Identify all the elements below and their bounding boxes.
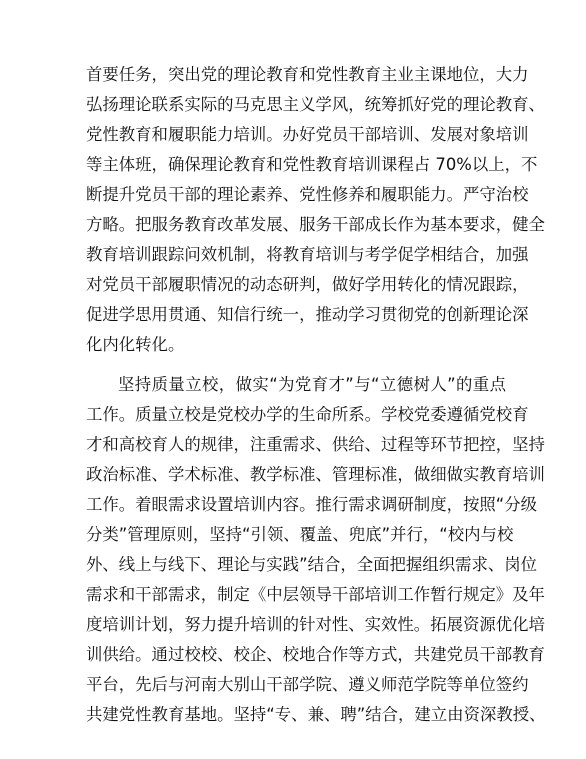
text-line: 外、线上与线下、理论与实践”结合，全面把握组织需求、岗位 xyxy=(86,555,538,574)
text-line: 共建党性教育基地。坚持“专、兼、聘”结合，建立由资深教授、 xyxy=(86,705,546,724)
text-line: 党性教育和履职能力培训。办好党员干部培训、发展对象培训 xyxy=(86,125,529,144)
text-line: 工作。着眼需求设置培训内容。推行需求调研制度，按照“分级 xyxy=(86,495,538,514)
text-line: 教育培训跟踪问效机制，将教育培训与考学促学相结合，加强 xyxy=(86,245,529,264)
text-line: 化内化转化。 xyxy=(86,335,185,354)
text-line: 需求和干部需求，制定《中层领导干部培训工作暂行规定》及年 xyxy=(86,585,545,604)
text-line: 促进学思用贯通、知信行统一，推动学习贯彻党的创新理论深 xyxy=(86,305,529,324)
text-line: 分类”管理原则，坚持“引领、覆盖、兜底”并行，“校内与校 xyxy=(86,525,514,544)
text-line: 首要任务，突出党的理论教育和党性教育主业主课地位，大力 xyxy=(86,65,529,84)
text-line: 训供给。通过校校、校企、校地合作等方式，共建党员干部教育 xyxy=(86,645,545,664)
text-line: 才和高校育人的规律，注重需求、供给、过程等环节把控，坚持 xyxy=(86,435,545,454)
text-line: 政治标准、学术标准、教学标准、管理标准，做细做实教育培训 xyxy=(86,465,545,484)
text-line: 方略。把服务教育改革发展、服务干部成长作为基本要求，健全 xyxy=(86,215,545,234)
paragraph-first-line: 坚持质量立校，做实“为党育才”与“立德树人”的重点 xyxy=(118,375,506,394)
text-line: 平台，先后与河南大别山干部学院、遵义师范学院等单位签约 xyxy=(86,675,529,694)
text-line: 断提升党员干部的理论素养、党性修养和履职能力。严守治校 xyxy=(86,185,529,204)
text-line: 对党员干部履职情况的动态研判，做好学用转化的情况跟踪， xyxy=(86,275,529,294)
text-line: 等主体班，确保理论教育和党性教育培训课程占 70%以上，不 xyxy=(86,155,538,174)
text-line: 度培训计划，努力提升培训的针对性、实效性。拓展资源优化培 xyxy=(86,615,545,634)
text-line: 工作。质量立校是党校办学的生命所系。学校党委遵循党校育 xyxy=(86,405,529,424)
text-line: 弘扬理论联系实际的马克思主义学风，统筹抓好党的理论教育、 xyxy=(86,95,545,114)
